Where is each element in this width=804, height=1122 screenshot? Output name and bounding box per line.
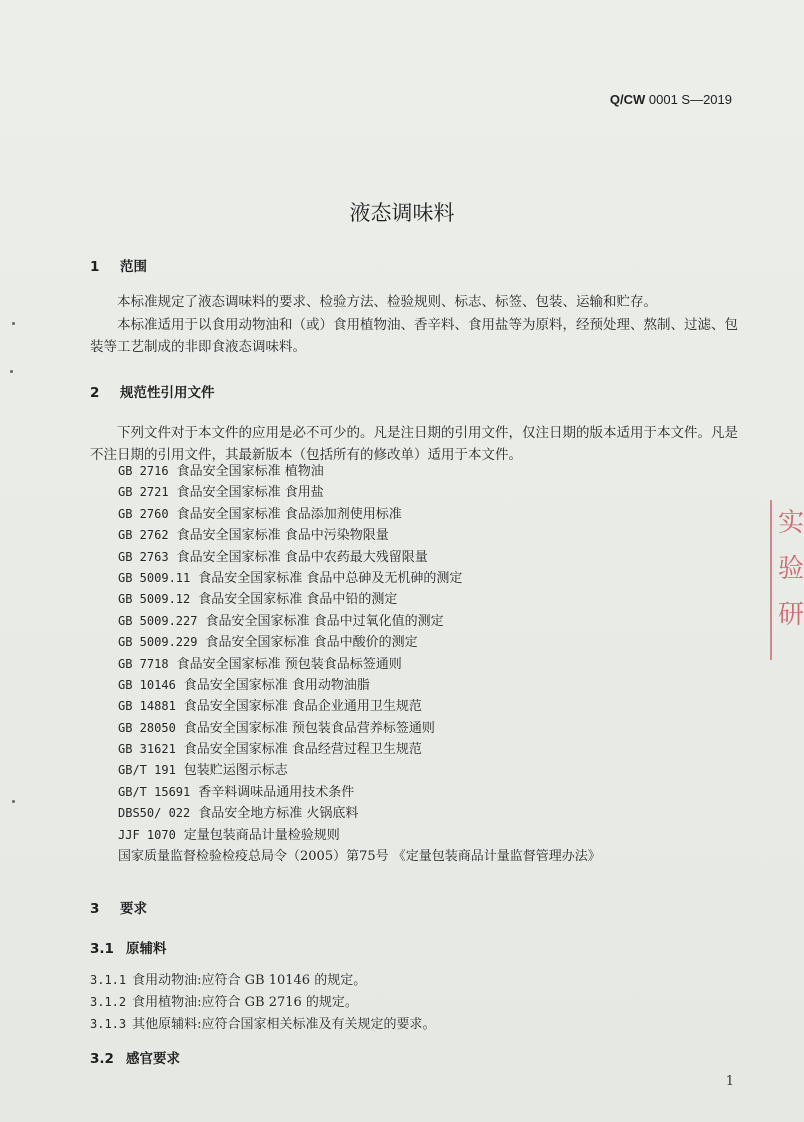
reference-name: 食品安全国家标准 食品中污染物限量 xyxy=(176,528,389,544)
reference-code: GB 2762 xyxy=(118,528,169,543)
reference-code: GB 7718 xyxy=(118,656,169,671)
reference-item xyxy=(118,654,601,675)
standard-code-prefix: Q/CW xyxy=(609,92,646,107)
document-title: 液态调味料 xyxy=(349,201,455,225)
scan-speck xyxy=(12,322,15,325)
reference-name: 食品安全国家标准 食品企业通用卫生规范 xyxy=(183,699,422,715)
scope-paragraph-1: 本标准规定了液态调味料的要求、检验方法、检验规则、标志、标签、包装、运输和贮存。 xyxy=(117,294,657,310)
reference-name: 食品安全国家标准 植物油 xyxy=(176,464,324,479)
reference-code: GB 2760 xyxy=(118,506,169,521)
reference-item xyxy=(118,461,601,482)
reference-code: GB 31621 xyxy=(118,742,176,757)
reference-name: 食品安全国家标准 食品经营过程卫生规范 xyxy=(183,742,422,758)
section-3-2-heading xyxy=(90,1047,180,1067)
reference-list xyxy=(118,461,601,867)
reference-name: 食品安全国家标准 食用动物油脂 xyxy=(183,677,370,693)
reference-item xyxy=(118,825,601,846)
normative-intro: 下列文件对于本文件的应用是必不可少的。凡是注日期的引用文件，仅注日期的版本适用于本文件。凡是不注日期的引用文件，其最新版本（包括所有的修改单）适用于本文件。 xyxy=(90,425,738,463)
clause-text: 食用动物油:应符合 GB 10146 的规定。 xyxy=(132,973,367,988)
section-3-heading xyxy=(90,897,147,917)
scan-speck xyxy=(12,800,15,803)
reference-name: 食品安全国家标准 食品中农药最大残留限量 xyxy=(176,549,428,565)
requirement-item xyxy=(90,1013,436,1035)
section-number: 1 xyxy=(90,259,100,275)
section-number: 3.2 xyxy=(90,1051,114,1067)
reference-item xyxy=(118,504,601,525)
reference-item xyxy=(118,568,601,589)
reference-name: 食品安全国家标准 食品添加剂使用标准 xyxy=(176,506,402,522)
reference-name: 食品安全国家标准 预包装食品营养标签通则 xyxy=(183,720,435,736)
reference-name: 国家质量监督检验检疫总局令（2005）第75号 《定量包装商品计量监督管理办法》 xyxy=(118,849,601,865)
reference-code: GB 2763 xyxy=(118,549,169,564)
reference-code: GB 5009.229 xyxy=(118,635,198,650)
reference-name: 食品安全国家标准 食品中酸价的测定 xyxy=(205,635,418,651)
standard-code xyxy=(610,92,732,107)
reference-code: GB 5009.11 xyxy=(118,570,191,585)
clause-number: 3.1.3 xyxy=(90,1017,127,1031)
reference-item xyxy=(118,589,601,610)
section-title: 感官要求 xyxy=(126,1051,180,1067)
scan-speck xyxy=(10,370,13,373)
reference-code: JJF 1070 xyxy=(118,827,176,842)
reference-name: 食品安全国家标准 食用盐 xyxy=(176,485,324,501)
reference-item xyxy=(118,739,601,760)
reference-item xyxy=(118,846,601,867)
clause-text: 食用植物油:应符合 GB 2716 的规定。 xyxy=(132,995,358,1010)
section-number: 2 xyxy=(90,385,100,401)
reference-code: GB 5009.12 xyxy=(118,592,191,607)
reference-name: 食品安全国家标准 食品中铅的测定 xyxy=(198,592,398,608)
scope-paragraph-2: 本标准适用于以食用动物油和（或）食用植物油、香辛料、食用盐等为原料，经预处理、熬制、过滤、包装等工艺制成的非即食液态调味料。 xyxy=(90,317,738,355)
reference-item xyxy=(118,482,601,503)
reference-code: GB 5009.227 xyxy=(118,613,198,628)
requirement-item xyxy=(90,969,436,991)
section-title: 要求 xyxy=(120,901,147,917)
reference-item xyxy=(118,696,601,717)
reference-name: 食品安全国家标准 预包装食品标签通则 xyxy=(176,656,402,672)
reference-code: GB/T 15691 xyxy=(118,784,191,799)
reference-item xyxy=(118,782,601,803)
reference-code: GB 28050 xyxy=(118,720,176,735)
section-title: 范围 xyxy=(120,259,147,275)
requirement-item xyxy=(90,991,436,1013)
reference-code: GB/T 191 xyxy=(118,763,176,778)
reference-item xyxy=(118,611,601,632)
reference-item xyxy=(118,760,601,781)
clause-number: 3.1.2 xyxy=(90,995,127,1009)
reference-name: 食品安全国家标准 食品中过氧化值的测定 xyxy=(205,613,444,629)
reference-name: 定量包装商品计量检验规则 xyxy=(183,827,340,843)
reference-code: GB 10146 xyxy=(118,677,176,692)
section-1-heading xyxy=(90,255,147,275)
reference-name: 包装贮运图示标志 xyxy=(183,763,288,779)
clause-text: 其他原辅料:应符合国家相关标准及有关规定的要求。 xyxy=(132,1017,436,1032)
reference-item xyxy=(118,525,601,546)
reference-item xyxy=(118,803,601,824)
reference-code: GB 14881 xyxy=(118,699,176,714)
reference-name: 食品安全地方标准 火锅底料 xyxy=(198,806,359,822)
section-number: 3.1 xyxy=(90,941,114,957)
clause-number: 3.1.1 xyxy=(90,973,127,987)
raw-material-list xyxy=(90,969,436,1035)
reference-name: 香辛料调味品通用技术条件 xyxy=(198,784,355,800)
reference-name: 食品安全国家标准 食品中总砷及无机砷的测定 xyxy=(198,570,463,586)
reference-code: GB 2716 xyxy=(118,464,169,478)
page-number: 1 xyxy=(725,1074,734,1089)
red-seal-stamp: 实验研 xyxy=(770,500,804,660)
reference-code: DBS50/ 022 xyxy=(118,806,191,821)
section-2-heading xyxy=(90,381,215,401)
standard-code-number: 0001 S—2019 xyxy=(645,92,732,107)
section-number: 3 xyxy=(90,901,100,917)
section-title: 原辅料 xyxy=(126,941,167,957)
section-3-1-heading xyxy=(90,937,167,957)
reference-item xyxy=(118,632,601,653)
reference-item xyxy=(118,547,601,568)
reference-item xyxy=(118,718,601,739)
reference-code: GB 2721 xyxy=(118,485,169,500)
section-title: 规范性引用文件 xyxy=(120,385,215,401)
reference-item xyxy=(118,675,601,696)
